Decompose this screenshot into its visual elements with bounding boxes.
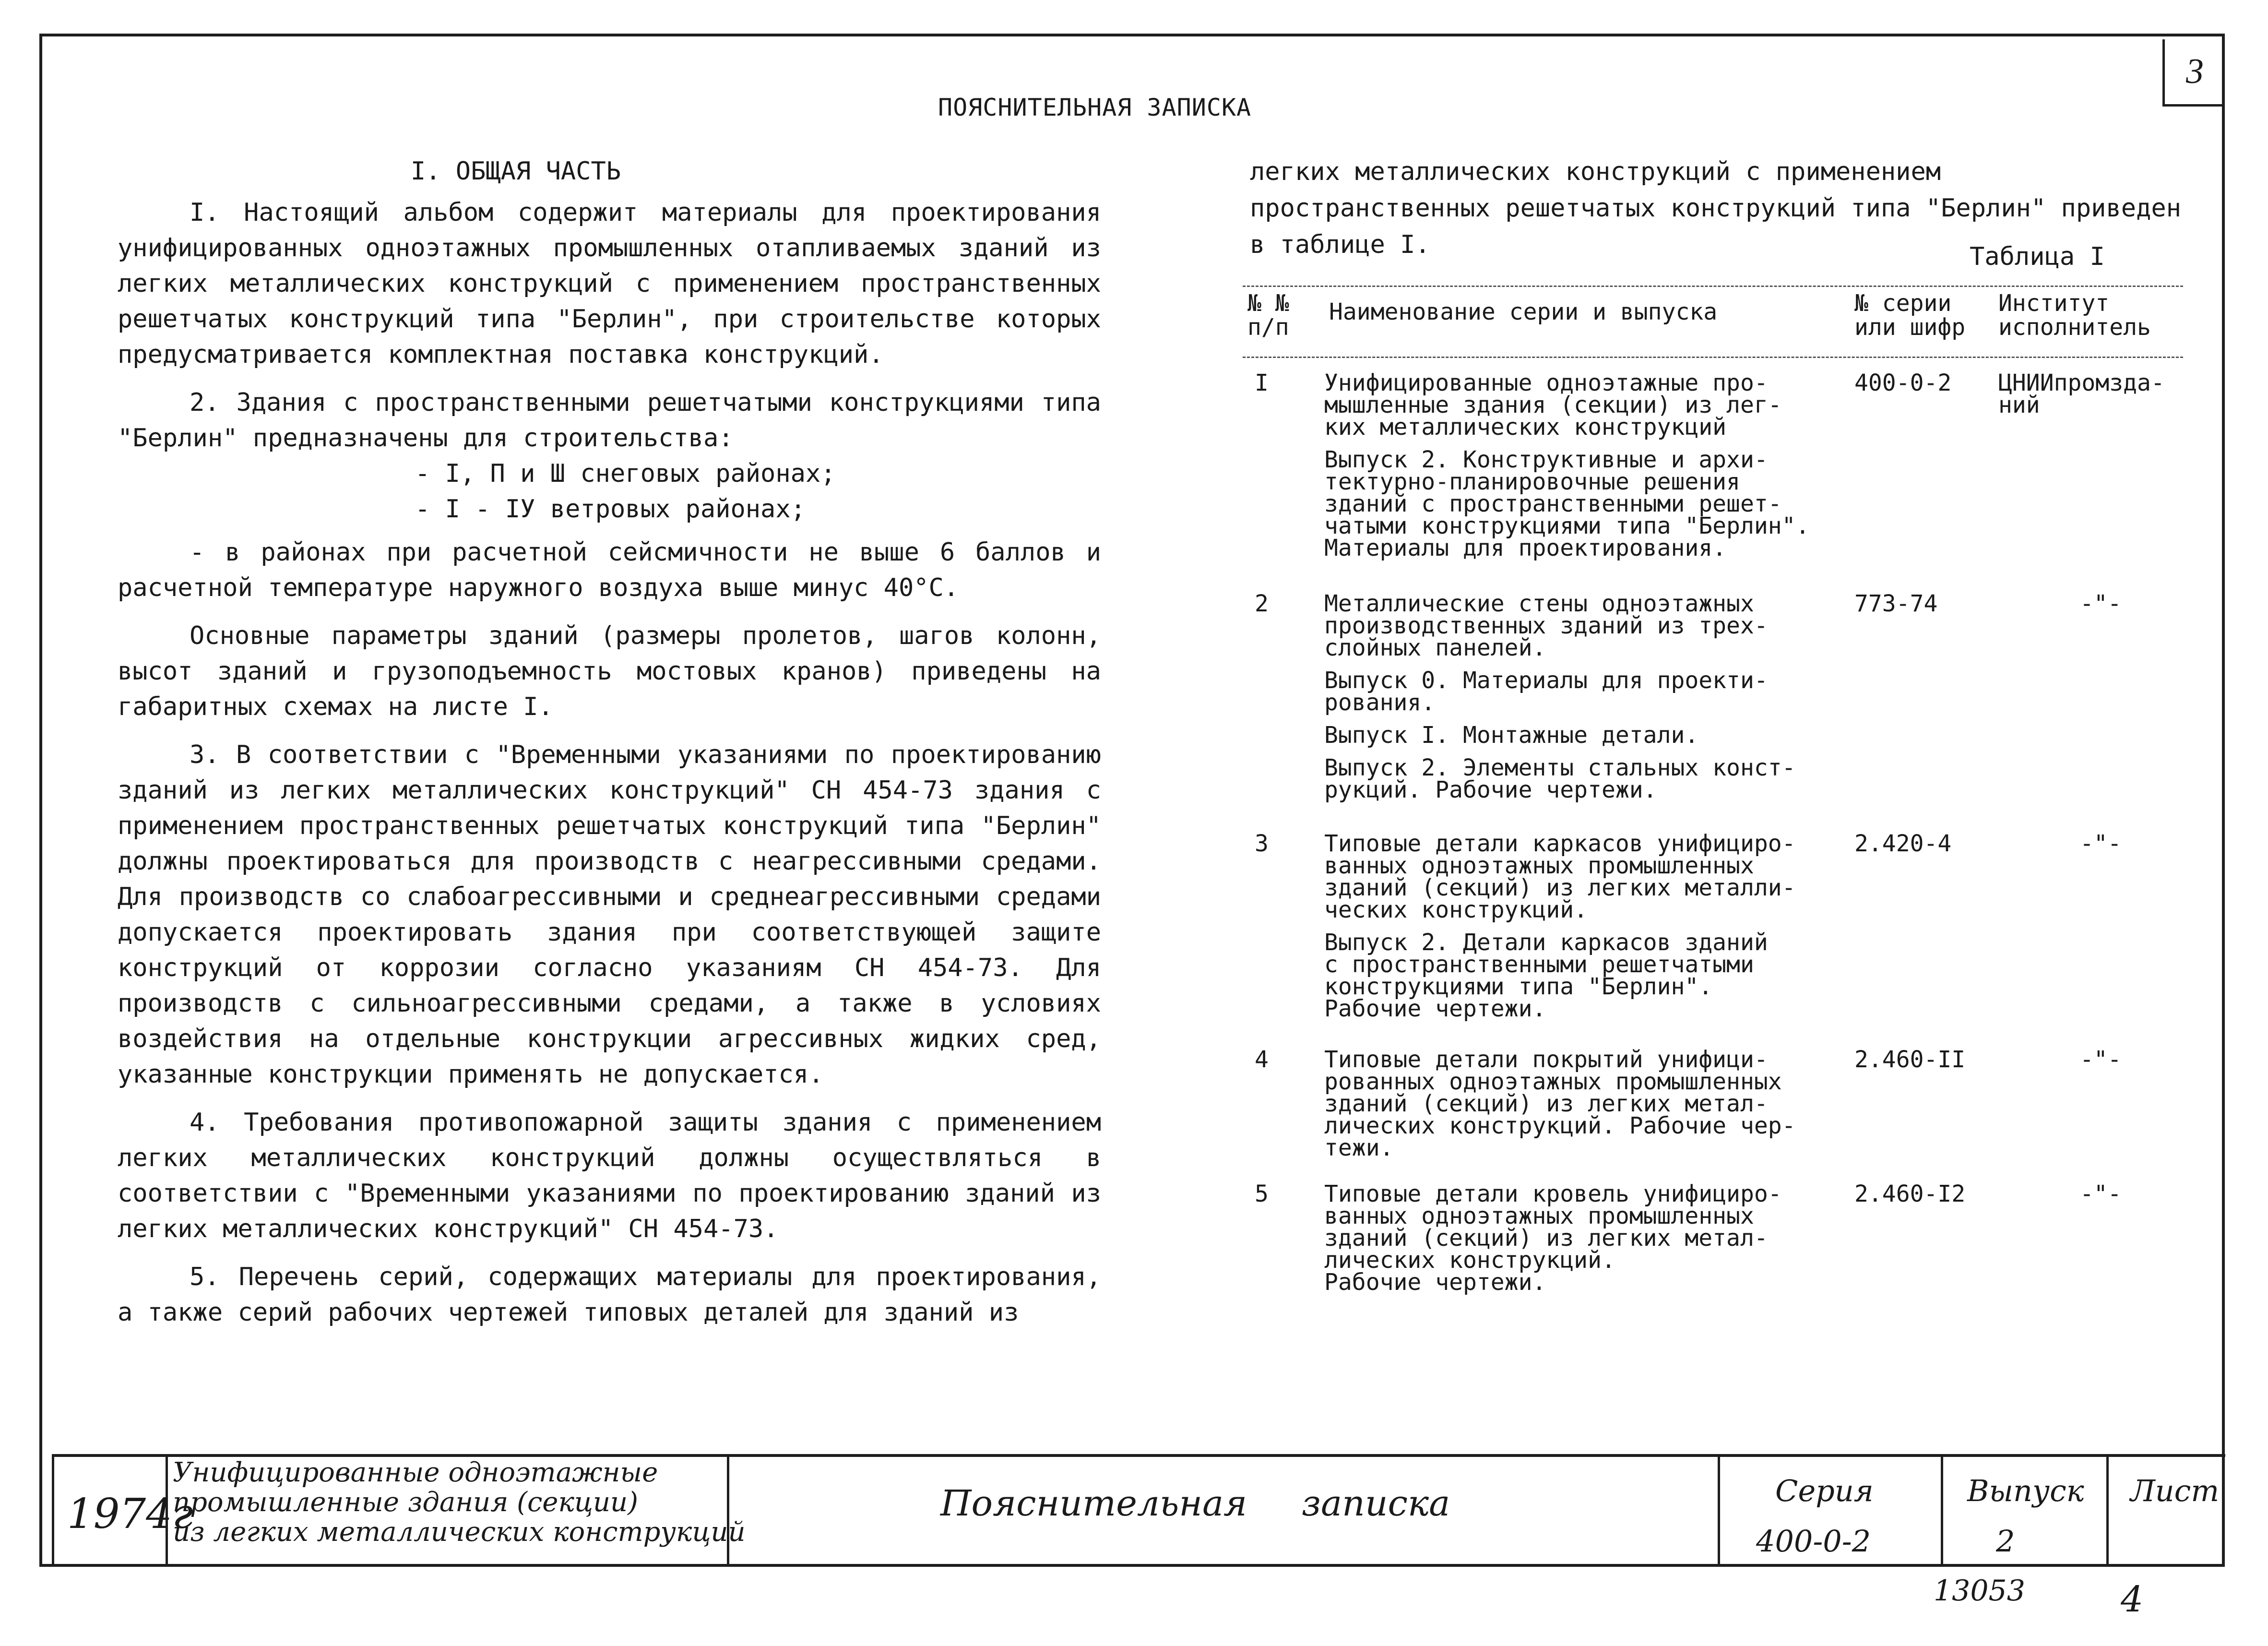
section-heading: I. ОБЩАЯ ЧАСТЬ (410, 157, 621, 186)
paragraph-4: 4. Требования противопожарной защиты здания с применением легких металлических конструкций должны осуществляться в соответствии с "Временными указаниями по проектированию зданий из легких металлических конструкций" СН 454-73. (118, 1108, 1101, 1243)
paragraph-5: 5. Перечень серий, содержащих материалы для проектирования, а также серий рабочих чертежей типовых деталей для зданий из (118, 1263, 1101, 1327)
institute: -"- (2080, 590, 2122, 617)
sheet-number: 3 (2186, 52, 2204, 91)
page-number: 4 (2121, 1579, 2144, 1620)
row-number: I (1255, 370, 1269, 396)
row-number: 4 (1255, 1046, 1269, 1073)
row-number: 2 (1255, 590, 1269, 617)
left-column (118, 154, 1101, 1343)
issue-description: Выпуск I. Монтажные детали. (1324, 722, 1699, 749)
stamp-sheet-label: Лист (2130, 1473, 2220, 1508)
issue-description: Выпуск 2. Элементы стальных конст- рукций. Рабочие чертежи. (1324, 754, 1796, 803)
stamp-issue-label: Выпуск (1967, 1473, 2084, 1508)
paragraph-3: 3. В соответствии с "Временными указаниями по проектированию зданий из легких металлических конструкций" СН 454-73 здания с применением пространственных решетчатых конструкций типа "Берлин" должны проектироваться для производств с неагрессивными средами. Для производств со слабоагрессивными и среднеагрессивными средами допускается проектировать здания при соответствующей защите конструкций от коррозии согласно указаниям СН 454-73. Для производств с сильноагрессивными средами, а также в условиях воздействия на отдельные конструкции агрессивных жидких сред, указанные конструкции применять не допускается. (118, 740, 1101, 1089)
paragraph-1: I. Настоящий альбом содержит материалы для проектирования унифицированных одноэтажных промышленных отапливаемых зданий из легких металлических конструкций с применением пространственных решетчатых конструкций типа "Берлин", при строительстве которых предусматривается комплектная поставка конструкций. (118, 198, 1101, 369)
row-title-cell (1324, 372, 1833, 570)
header-bottom-rule (1243, 357, 2183, 358)
row-number: 5 (1255, 1181, 1269, 1207)
wind-regions-item: - I - IУ ветровых районах; (415, 495, 806, 524)
archive-number: 13053 (1934, 1574, 2025, 1608)
row-number: 3 (1255, 830, 1269, 857)
sheet-number-box (2162, 39, 2225, 107)
document-title: ПОЯСНИТЕЛЬНАЯ ЗАПИСКА (938, 94, 1252, 121)
table-header (1243, 286, 2183, 358)
stamp-project-name: Унифицированные одноэтажные промышленные здания (секции) из легких металлических конструкций (173, 1457, 746, 1548)
paragraph-5-continuation: легких металлических конструкций с применением пространственных решетчатых конструкций типа "Берлин" приведен в таблице I. (1250, 157, 2182, 259)
title-block-divider (1941, 1454, 1943, 1567)
header-top-rule (1243, 286, 2183, 287)
stamp-series-label: Серия (1775, 1473, 1874, 1508)
row-title-cell (1324, 590, 1833, 811)
title-block-divider (2106, 1454, 2109, 1567)
issue-description: Выпуск 2. Конструктивные и архи- тектурно-планировочные решения зданий с пространственными решет- чатыми конструкциями типа "Берлин". Материалы для проектирования. (1324, 446, 1810, 561)
stamp-document-title: Пояснительная записка (940, 1483, 1450, 1524)
row-title-cell (1324, 1046, 1833, 1169)
series-name: Унифицированные одноэтажные про- мышленные здания (секции) из лег- ких металлических конструкций (1324, 370, 1782, 441)
row-title-cell (1324, 1183, 1833, 1304)
series-code: 2.460-II (1854, 1046, 1966, 1073)
series-code: 400-0-2 (1854, 370, 1952, 396)
title-block-divider (52, 1454, 54, 1567)
header-series: № серии или шифр (1854, 290, 1966, 341)
series-name: Типовые детали кровель унифициро- ванных одноэтажных промышленных зданий (секций) из легких метал- лических конструкций. Рабочие чертежи. (1324, 1181, 1782, 1296)
climate-list (415, 456, 1101, 527)
series-name: Типовые детали каркасов унифициро- ванных одноэтажных промышленных зданий (секций) из легких металли- ческих конструкций. (1324, 830, 1796, 923)
row-title-cell (1324, 830, 1833, 1030)
paragraph-2b: - в районах при расчетной сейсмичности не выше 6 баллов и расчетной температуре наружного воздуха выше минус 40°С. (118, 538, 1101, 602)
title-block-divider (1718, 1454, 1720, 1567)
institute: -"- (2080, 830, 2122, 857)
header-institute: Институт исполнитель (1998, 290, 2151, 341)
series-name: Типовые детали покрытий унифици- рованных одноэтажных промышленных зданий (секций) из легких метал- лических конструкций. Рабочие чер- тежи. (1324, 1046, 1796, 1161)
series-code: 2.420-4 (1854, 830, 1952, 857)
stamp-issue-value: 2 (1996, 1524, 2015, 1559)
stamp-series-value: 400-0-2 (1756, 1524, 1871, 1559)
series-code: 2.460-I2 (1854, 1181, 1966, 1207)
institute: ЦНИИпромзда- ний (1998, 370, 2165, 418)
stamp-year: 1974г (67, 1490, 193, 1538)
paragraph-2: 2. Здания с пространственными решетчатыми конструкциями типа "Берлин" предназначены для строительства: (118, 388, 1101, 453)
issue-description: Выпуск 0. Материалы для проекти- рования. (1324, 667, 1768, 716)
series-name: Металлические стены одноэтажных производственных зданий из трех- слойных панелей. (1324, 590, 1768, 661)
snow-regions-item: - I, П и Ш снеговых районах; (415, 459, 836, 488)
paragraph-2c: Основные параметры зданий (размеры пролетов, шагов колонн, высот зданий и грузоподъемность мостовых кранов) приведены на габаритных схемах на листе I. (118, 621, 1101, 721)
institute: -"- (2080, 1181, 2122, 1207)
header-num: № № п/п (1247, 290, 1289, 341)
header-name: Наименование серии и выпуска (1329, 298, 1718, 325)
table-caption: Таблица I (1970, 242, 2105, 271)
issue-description: Выпуск 2. Детали каркасов зданий с пространственными решетчатыми конструкциями типа "Берлин". Рабочие чертежи. (1324, 929, 1768, 1022)
institute: -"- (2080, 1046, 2122, 1073)
series-code: 773-74 (1854, 590, 1938, 617)
